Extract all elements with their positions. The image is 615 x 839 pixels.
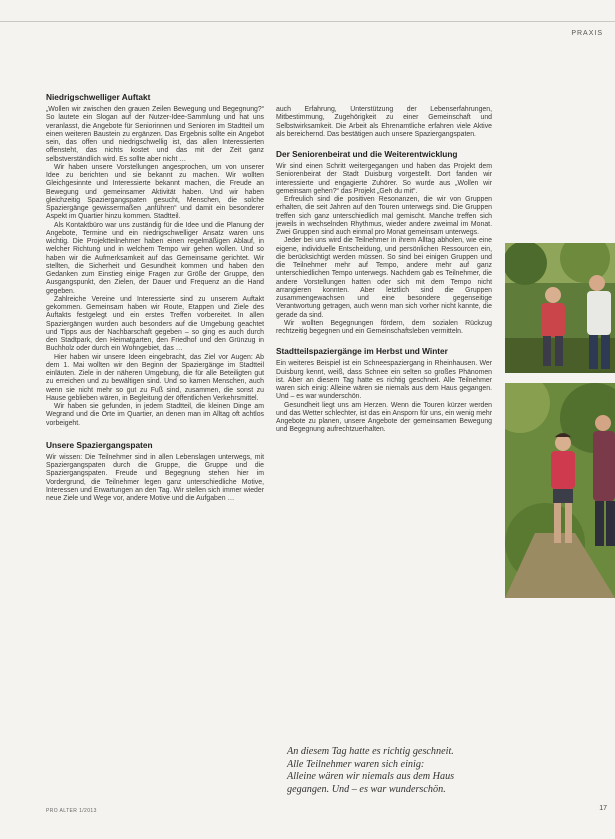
paragraph: Wir haben unsere Vorstellungen angesprochen, um von unserer Idee zu berichten und sie bekannt zu machen. Wir wollten Gleichgesinnte und Interessierte bekannt machen, die Freude an Bewegung und gemeinsamer Aktivität haben. Und wir haben gleichzeitig Spaziergangspaten gesucht, Menschen, die solche Spaziergänge gewissermaßen „anführen“ und damit ein besonderer Aspekt im Quartier hinzu kommen. Stadtteil.	[46, 163, 264, 221]
heading-seniorenbeirat: Der Seniorenbeirat und die Weiterentwicklung	[276, 149, 458, 159]
page-header	[0, 0, 615, 22]
paragraph: Wir sind einen Schritt weitergegangen und haben das Projekt dem Seniorenbeirat der Stadt Duisburg vorgestellt. Dort fanden wir interessierte und engagierte Zuhörer. So wurde aus „Wollen wir gemeinsam gehen?“ das Projekt „Geh du mit“.	[276, 163, 492, 195]
paragraph: Hier haben wir unsere Ideen eingebracht, das Ziel vor Augen: Ab dem 1. Mai wollten wir den Beginn der Spaziergänge im Stadtteil einläuten. Ziele in der näheren Umgebung, die für alle Beteiligten gut zu erreichen und zu bewältigen sind. Und so kamen Menschen, auch wenn sie nicht mehr so gut zu Fuß sind, zusammen, die sonst zu Hause geblieben wären, in Begleitung der öffentlichen Verkehrsmittel.	[46, 353, 264, 402]
paragraph: Wir haben sie gefunden, in jedem Stadtteil, die kleinen Dinge am Wegrand und die Orte im Quartier, an denen man im Alltag oft achtlos vorbeigeht.	[46, 403, 264, 427]
page-number: 17	[599, 805, 607, 812]
photo-walkers-forest-image	[505, 243, 615, 373]
right-column	[276, 106, 492, 435]
pull-quote	[287, 746, 559, 796]
pull-quote-line: An diesem Tag hatte es richtig geschneit.	[287, 746, 454, 757]
paragraph: Gesundheit liegt uns am Herzen. Wenn die Touren kürzer werden und das Wetter schlechter, ist das ein Ansporn für uns, ein wenig mehr Angebote zu planen, unsere Angebote der gemeinsamen Bewegung und Begegnung aufrechtzuerhalten.	[276, 401, 492, 434]
paragraph: Jeder bei uns wird die Teilnehmer in ihrem Alltag abholen, wie eine eigene, individuelle Entscheidung, und persönlichen Ressourcen ein, die berücksichtigt werden müssen. So sind bei einigen Gruppen und die Teilnehmer mehr auf Tempo, andere mehr auf ganz unterschiedlichen Tempo unterwegs. Nachdem gab es Teilnehmer, die andere Vorstellungen hatten oder sich mit dem Tempo nicht arrangieren konnten. Aber letztlich sind die Gruppen zusammengewachsen und eine besondere gegenseitige Verantwortung getragen, auch wenn man sich vorher nicht kannte, die gerade da sind.	[276, 237, 492, 319]
paragraph: Als Kontaktbüro war uns zuständig für die Idee und die Planung der Angebote, Termine und ein niedrigschwelliger Ansatz waren uns wichtig. Die Projektteilnehmer haben einen regelmäßigen Ablauf, in welcher Richtung und in welchem Tempo wir gehen wollen. Und so haben wir die Aufmerksamkeit auf das Gemeinsame gerichtet. Wir stellten, die Sicherheit und Gesundheit kommen und haben den Gedanken zum Einstieg einige Fragen zur Größe der Gruppe, den Ausgangspunkt, den Zielen, der Dauer und Frequenz an die Hand gegeben.	[46, 221, 264, 295]
pull-quote-line: gegangen. Und – es war wunderschön.	[287, 783, 446, 795]
footer-magazine: PRO ALTER 1/2013	[46, 808, 97, 814]
pull-quote-line: Alle Teilnehmer waren sich einig:	[287, 758, 425, 770]
paragraph: Wir wollten Begegnungen fördern, dem sozialen Rückzug rechtzeitig begegnen und ein Gemeinschaftsleben vermitteln.	[276, 319, 492, 335]
photo-walkers-path-image	[505, 383, 615, 598]
section-label: PRAXIS	[571, 30, 603, 37]
paragraph: Erfreulich sind die positiven Resonanzen, die wir von Gruppen erhalten, die seit Jahren auf den Touren unterwegs sind. Die Gruppen treffen sich ganz unterschiedlich mal gemischt. Manche treffen sich jeweils in wechselnden Rhythmus, wieder andere zweimal im Monat. Zwei Gruppen sind auch einmal pro Monat gemeinsam unterwegs.	[276, 196, 492, 236]
paragraph: auch Erfahrung, Unterstützung der Lebenserfahrungen, Mitbestimmung, Zugehörigkeit zu einer Gemeinschaft und Selbstwirksamkeit. Die Arbeit als Ehrenamtliche erfahren viele Aktive als bereichernd. Das bestätigen auch unsere Spaziergangspaten.	[276, 106, 492, 138]
photo-walkers-forest	[505, 243, 615, 373]
header-rule	[0, 21, 615, 22]
paragraph: Wir wissen: Die Teilnehmer sind in allen Lebenslagen unterwegs, mit Spaziergangspaten durch die Gruppe, die Gruppe und die Spaziergangspaten. Freude und Begegnung stehen hier im Vordergrund, die Teilnehmer legen ganz unterschiedliche Motive, Interessen und Erwartungen an den Tag. Wir stellen sich immer wieder neue Ziele und Wege vor, andere Motive und die Aufgaben …	[46, 453, 264, 502]
paragraph: Zahlreiche Vereine und Interessierte sind zu unserem Auftakt gekommen. Gemeinsam haben wir Route, Etappen und Ziele des Auftakts festgelegt und ein erstes Treffen vorbereitet. In allen Spaziergängen wurden auch besonders auf die Umgebung geachtet und Tipps aus der Nachbarschaft gegeben – so ging es auch durch den Stadtpark, den Heimatgarten, den Friedhof und den Grünzug in Buchholz oder durch ein Wohngebiet, das …	[46, 295, 264, 353]
paragraph: „Wollen wir zwischen den grauen Zeilen Bewegung und Begegnung?“ So lautete ein Slogan auf der Nutzer-Idee-Sammlung und hat uns veranlasst, die Angebote für Seniorinnen und Senioren im Stadtteil um einen weiteren Baustein zu ergänzen. Das Ergebnis sollte ein Angebot sein, das offen und niedrigschwellig ist, das allen Interessierten offensteht, das nichts kostet und das mit der Zeit ganz selbstverständlich wird. Es sollte aber nicht …	[46, 106, 264, 163]
heading-auftakt: Niedrigschwelliger Auftakt	[46, 92, 151, 102]
photo-walkers-path	[505, 383, 615, 598]
heading-stadtteilspaziergaenge: Stadtteilspaziergänge im Herbst und Winter	[276, 346, 448, 357]
heading-spaziergangspaten: Unsere Spaziergangspaten	[46, 439, 153, 450]
paragraph: Ein weiteres Beispiel ist ein Schneespaziergang in Rheinhausen. Wer Duisburg kennt, weiß, dass Schnee ein selten so großes Phänomen ist. Aber an diesem Tag hatte es richtig geschneit. Alle Teilnehmer waren sich einig: Alleine wären sie niemals aus dem Haus gegangen. Und – es war wunderschön.	[276, 360, 492, 401]
left-column	[46, 92, 264, 503]
pull-quote-line: Alleine wären wir niemals aus dem Haus	[287, 771, 455, 783]
